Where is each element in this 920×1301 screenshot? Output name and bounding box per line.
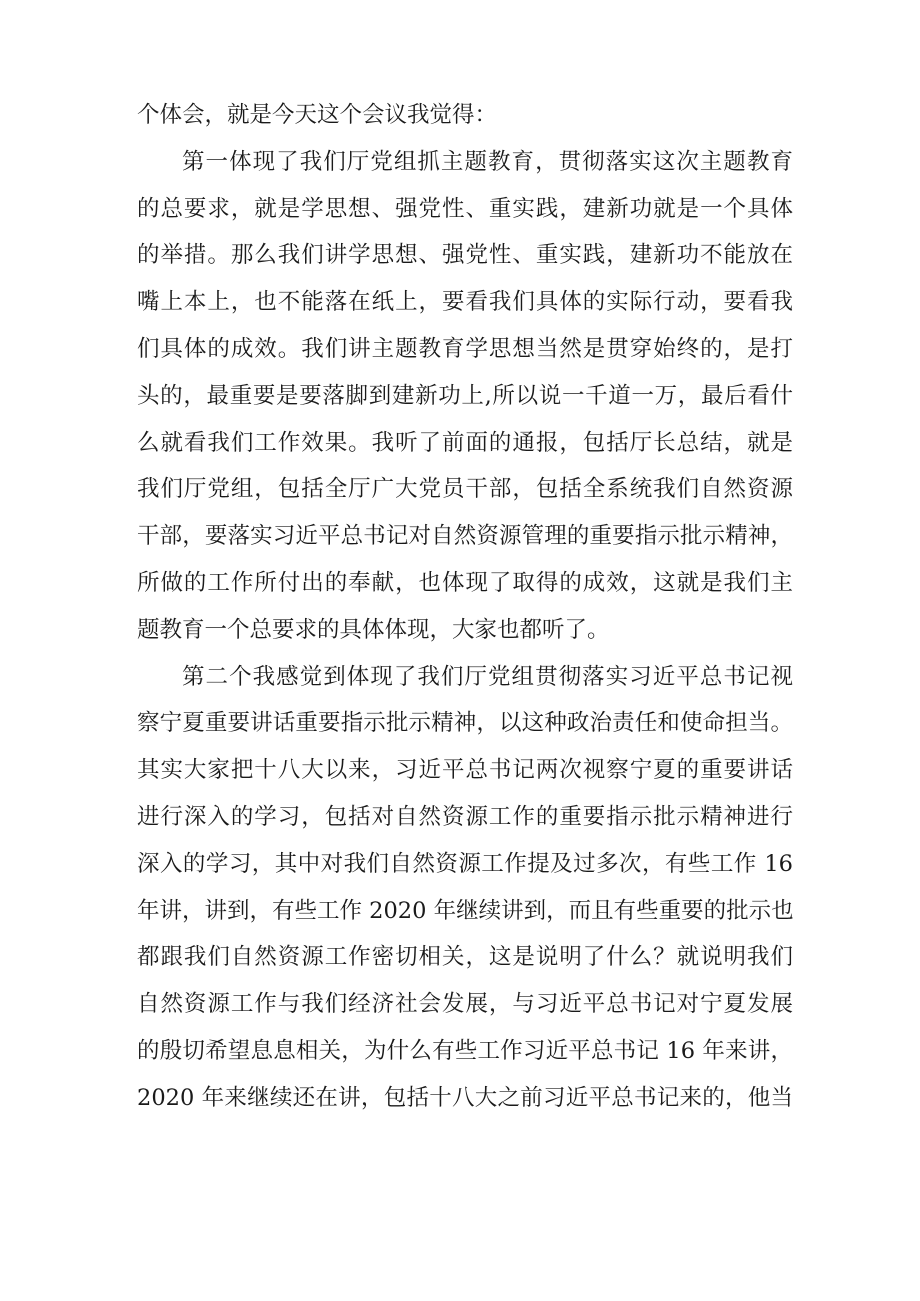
text-line: 的总要求，就是学思想、强党性、重实践，建新功就是一个具体	[137, 195, 793, 222]
text-line: 进行深入的学习，包括对自然资源工作的重要指示批示精神进行	[137, 803, 793, 830]
text-line: 深入的学习，其中对我们自然资源工作提及过多次，有些工作 16	[137, 850, 793, 877]
text-line: 年讲，讲到，有些工作 2020 年继续讲到，而且有些重要的批示也	[137, 897, 794, 924]
text-line: 察宁夏重要讲话重要指示批示精神，以这种政治责任和使命担当。	[137, 710, 793, 737]
body-text	[137, 92, 793, 1122]
text-line: 2020 年来继续还在讲，包括十八大之前习近平总书记来的，他当	[137, 1084, 793, 1111]
text-line: 所做的工作所付出的奉献，也体现了取得的成效，这就是我们主	[137, 569, 793, 596]
paragraph-1-first-line: 第一体现了我们厅党组抓主题教育，贯彻落实这次主题教育	[182, 148, 793, 175]
text-line: 我们厅党组，包括全厅广大党员干部，包括全系统我们自然资源	[137, 476, 793, 503]
text-line: 其实大家把十八大以来，习近平总书记两次视察宁夏的重要讲话	[137, 757, 793, 784]
text-line: 的举措。那么我们讲学思想、强党性、重实践，建新功不能放在	[137, 242, 793, 269]
text-line: 干部，要落实习近平总书记对自然资源管理的重要指示批示精神，	[137, 523, 793, 550]
text-line: 的殷切希望息息相关，为什么有些工作习近平总书记 16 年来讲，	[137, 1037, 793, 1064]
text-line: 们具体的成效。我们讲主题教育学思想当然是贯穿始终的，是打	[137, 335, 793, 362]
text-line: 头的，最重要是要落脚到建新功上,所以说一千道一万，最后看什	[137, 382, 793, 409]
text-line: 个体会，就是今天这个会议我觉得：	[137, 102, 498, 128]
text-line: 嘴上本上，也不能落在纸上，要看我们具体的实际行动，要看我	[137, 289, 793, 316]
paragraph-2-first-line: 第二个我感觉到体现了我们厅党组贯彻落实习近平总书记视	[182, 663, 793, 690]
text-line: 题教育一个总要求的具体体现，大家也都听了。	[137, 616, 610, 643]
text-line: 么就看我们工作效果。我听了前面的通报，包括厅长总结，就是	[137, 429, 793, 456]
text-line: 都跟我们自然资源工作密切相关，这是说明了什么？就说明我们	[137, 944, 793, 971]
text-line: 自然资源工作与我们经济社会发展，与习近平总书记对宁夏发展	[137, 991, 793, 1018]
